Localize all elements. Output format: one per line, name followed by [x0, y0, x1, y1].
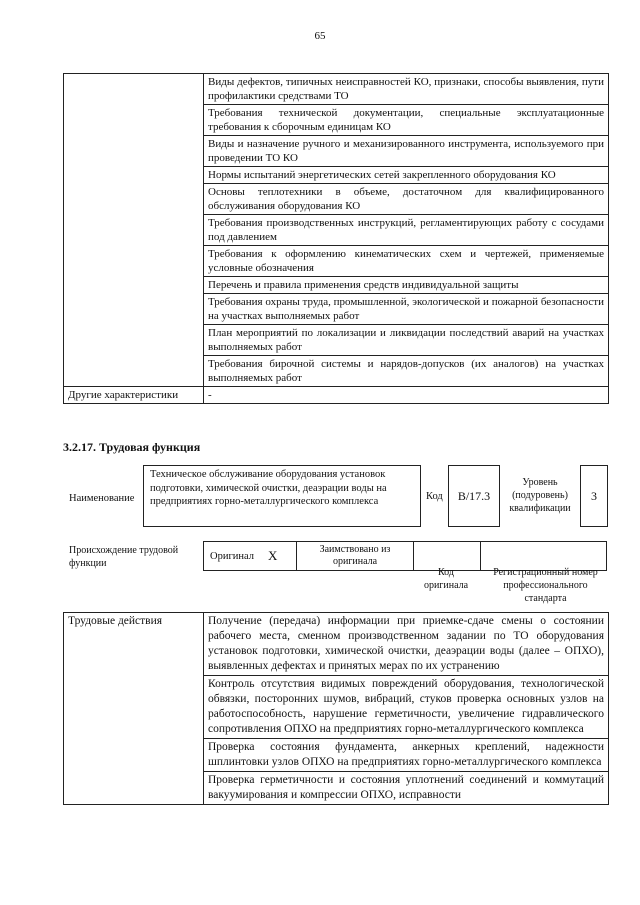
reg-number-label: Регистрационный номер профессионального стандарта: [493, 567, 598, 604]
borrowed-cell: Заимствовано из оригинала: [297, 542, 414, 570]
table-row: [64, 613, 609, 676]
orig-code-label: Код оригинала: [423, 567, 469, 591]
table-cell: Получение (передача) информации при приемке-сдаче смены о состоянии рабочего места, сменном производственном задании по ТО оборудования установок подготовки, химической очистки, деаэрации воды (далее – ОПХО), выявленных дефектах и принятых мерах по их устранению: [204, 613, 609, 676]
page-number: 65: [314, 30, 326, 42]
table-cell: Требования бирочной системы и нарядов-допусков (их аналогов) на участках выполняемых работ: [204, 356, 609, 387]
name-label: Наименование: [69, 493, 135, 504]
actions-label: Трудовые действия: [64, 613, 204, 805]
empty-left-cell: [64, 74, 204, 387]
knowledge-table: [63, 73, 609, 404]
table-cell: Виды дефектов, типичных неисправностей КО, признаки, способы выявления, пути профилактики средствами ТО: [204, 74, 609, 105]
section-heading: 3.2.17. Трудовая функция: [63, 440, 201, 454]
table-row: [64, 74, 609, 105]
original-mark: X: [268, 548, 278, 563]
actions-table: [63, 612, 609, 805]
table-cell: Виды и назначение ручного и механизированного инструмента, используемого при проведении ТО КО: [204, 136, 609, 167]
level-label: Уровень (подуровень) квалификации: [509, 477, 571, 514]
table-row: [64, 387, 609, 404]
function-name-box: Техническое обслуживание оборудования установок подготовки, химической очистки, деаэрации воды на предприятиях горно-металлургического комплекса: [143, 465, 421, 527]
table-cell: Контроль отсутствия видимых повреждений оборудования, технологической обвязки, посторонних шумов, вибраций, стуков проверка основных узлов на работоспособность, нарушение герметичности, увеличение гидравлического сопротивления ОПХО на предприятиях горно-металлургического комплекса: [204, 676, 609, 739]
table-cell: Проверка герметичности и состояния уплотнений соединений и коммутаций вакуумирования и компрессии ОПХО, исправности: [204, 772, 609, 805]
table-cell: Требования технической документации, специальные эксплуатационные требования к сборочным единицам КО: [204, 105, 609, 136]
table-cell: Проверка состояния фундамента, анкерных креплений, надежности шплинтовки узлов ОПХО на предприятиях горно-металлургического комплекса: [204, 739, 609, 772]
original-cell: [204, 542, 297, 570]
table-cell: Основы теплотехники в объеме, достаточном для квалифицированного обслуживания оборудования КО: [204, 184, 609, 215]
other-characteristics-label: Другие характеристики: [64, 387, 204, 404]
other-characteristics-value: -: [204, 387, 609, 404]
level-box: 3: [580, 465, 608, 527]
table-cell: Перечень и правила применения средств индивидуальной защиты: [204, 277, 609, 294]
original-label: Оригинал: [210, 550, 254, 562]
table-cell: План мероприятий по локализации и ликвидации последствий аварий на участках выполняемых работ: [204, 325, 609, 356]
table-cell: Требования производственных инструкций, регламентирующих работу с сосудами под давлением: [204, 215, 609, 246]
table-cell: Требования к оформлению кинематических схем и чертежей, применяемые условные обозначения: [204, 246, 609, 277]
code-label: Код: [426, 491, 443, 502]
table-cell: Нормы испытаний энергетических сетей закрепленного оборудования КО: [204, 167, 609, 184]
table-cell: Требования охраны труда, промышленной, экологической и пожарной безопасности на участках выполняемых работ: [204, 294, 609, 325]
code-box: В/17.3: [448, 465, 500, 527]
origin-label: Происхождение трудовой функции: [69, 545, 179, 569]
